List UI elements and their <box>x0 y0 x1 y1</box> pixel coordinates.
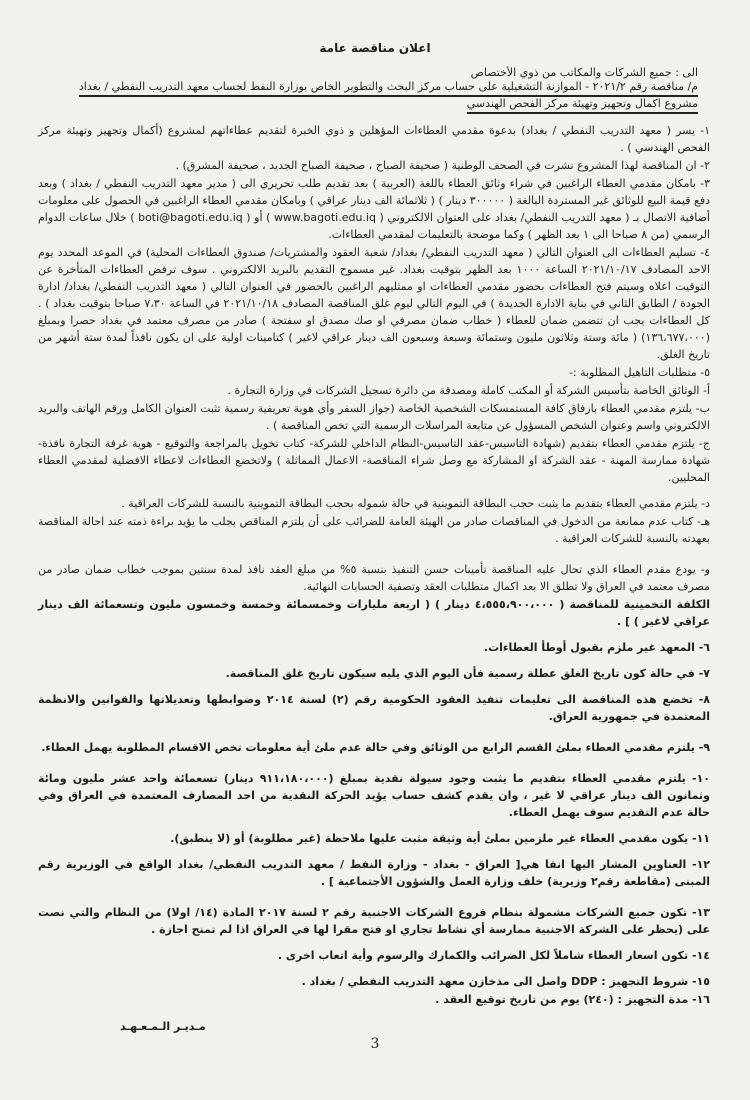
addressee-line: الى : جميع الشركات والمكاتب من ذوي الأختصاص <box>470 66 698 79</box>
document-title: اعلان مناقصة عامة <box>319 41 431 55</box>
subject-text: م/ مناقصة رقم ٢٠٢١/٢ - الموازنة التشغيلية على حساب مركز البحث والتطوير الخاص بوزارة النفط لحساب معهد التدريب النفطي / بغداد <box>79 80 698 97</box>
paragraph-6: ٦- المعهد غير ملزم بقبول أوطأ العطاءات. <box>483 641 710 654</box>
paragraph-2: ٢- ان المناقصة لهذا المشروع نشرت في الصحف الوطنية ( صحيفة الصباح ، صحيفة الصباح الجديد ، صحيفة المشرق) . <box>175 159 710 172</box>
paragraph-13: ١٣- تكون جميع الشركات مشمولة بنظام فروع الشركات الاجنبية رقم ٢ لسنة ٢٠١٧ المادة (١٤/ اولا) من النظام والتي نصت على (يحظر على الشركة الاجنبية ممارسة أي نشاط تجاري او فتح مقرا لها في العراق اذا لم تمنح اجازة . <box>38 906 710 936</box>
paragraph-9: ٩- يلتزم مقدمي العطاء بملئ القسم الرابع من الوثائق وفي حالة عدم ملئ أية معلومات تخص الاقسام المطلوبة يهمل العطاء. <box>41 741 710 754</box>
paragraph-15: ١٥- شروط التجهيز : DDP واصل الى مذخازن معهد التدريب النفطي / بغداد . <box>301 975 710 988</box>
estimated-cost: الكلفة التخمينية للمناقصة ( ٤،٥٥٥،٩٠٠،٠٠٠ دينار ) ( اربعة مليارات وخمسمائة وخمسة وخمسون مليون وتسعمائة الف دينار عراقي لاغير ) ] . <box>38 598 710 628</box>
requirement-c: ج- يلتزم مقدمي العطاء بتقديم (شهادة التاسيس-عقد التاسيس-النظام الداخلي للشركة- كتاب تخويل بالمراجعة والتوقيع - هوية غرفة التجارة نافذة- شهادة ممارسة المهنة - عقد الشركة او المشاركة مع وصل شراء المناقصة- الاعمال المماثلة ) ولاتخضع العطاءات لاعطاء الافضلية لمقدمي العطاء المحليين. <box>38 437 710 484</box>
page-number: 3 <box>370 1036 380 1052</box>
paragraph-3: ٣- بامكان مقدمي العطاء الراغبين في شراء وثائق العطاء باللغة (العربية ) بعد تقديم طلب تحريري الى ( مدير معهد التدريب النفطي / بغداد ) وبعد دفع قيمة البيع للوثائق غير المستردة البالغة ( ٣٠٠٠٠٠ دينار ) ( ثلاثمائة الف دينار عراقي ) وبامكان مقدمي العطاء الراغبين في الحصول على معلومات أضافية الاتصال بـ ( معهد التدريب النفطي/ بغداد على العنوان الالكتروني ( www.bagoti.edu.iq ) أو ( boti@bagoti.edu.iq ) خلال ساعات الدوام الرسمي (من ٨ صباحا الى ١ بعد الظهر ) وكما موضحة بالتعليمات لمقدمي العطاءات. <box>38 177 710 241</box>
paragraph-7: ٧- في حالة كون تاريخ الغلق عطلة رسمية فأن اليوم الذي يليه سيكون تاريخ غلق المناقصة. <box>225 667 710 680</box>
paragraph-8: ٨- تخضع هذه المناقصة الى تعليمات تنفيذ العقود الحكومية رقم (٢) لسنة ٢٠١٤ وضوابطها وتعديلاتها والقوانين والانظمة المعتمدة في جمهورية العراق. <box>38 693 711 723</box>
subject-line <box>38 80 698 97</box>
paragraph-4: ٤- تسليم العطاءات الى العنوان التالي ( معهد التدريب النفطي/ بغداد/ شعبة العقود والمشتريات/ صندوق العطاءات المحلية) في الموعد المحدد يوم الاحد المصادف ٢٠٢١/١٠/١٧ الساعة ١٠٠٠ بعد الظهر بتوقيت بغداد. غير مسموح التقديم بالبريد الالكتروني . سوف ترفض العطاءات المتأخرة عن التوقيت اعلاه وسيتم فتح العطاءات بحضور مقدمي العطاءات او ممثليهم الراغبين بالحضور في العنوان التالي ( معهد التدريب النفطي/ بغداد/ ادارة الجودة / الطابق الثاني في بناية الادارة الجديدة ) في اليوم التالي ليوم غلق المناقصة المصادف ٢٠٢١/١٠/١٨ في الساعة ٧،٣٠ صباحا بتوقيت بغداد ) . كل العطاءات يجب ان تتضمن ضمان للعطاء ( خطاب ضمان مصرفي او صك مصدق او سفتجة ) صادر من مصرف معتمد في بغداد حصرا وبمبلغ (١٣٦،٦٧٧،٠٠٠) ( مائة وستة وثلاثون مليون وستمائة وسبعة وسبعون الف دينار عراقي لاغير ) كتامينات اولية على ان يكون نافذاً لمدة ستة أشهر من تاريخ الغلق. <box>38 246 711 361</box>
document-body <box>38 122 710 1009</box>
signature-title: مـديـر الـمـعـهـد <box>120 1020 206 1033</box>
requirement-b: ب- يلتزم مقدمي العطاء بارفاق كافة المستمسكات الشخصية الخاصة (جواز السفر وأي هوية تعريفية رسمية تثبت العنوان الكامل ورقم الهاتف والبريد الالكتروني واسم وعنوان الشخص المسؤول عن متابعة المراسلات الرسمية التي تخص المناقصة ) . <box>38 402 710 432</box>
paragraph-14: ١٤- تكون اسعار العطاء شاملاً لكل الضرائب والكمارك والرسوم وأية اتعاب اخرى . <box>277 949 710 962</box>
paragraph-5: ٥- متطلبات التاهيل المطلوبة :- <box>568 366 710 379</box>
paragraph-11: ١١- يكون مقدمي العطاء غير ملزمين بملئ أية وثيقة مثبت عليها ملاحظة (غير مطلوبة) أو (لا ينطبق). <box>170 832 710 845</box>
requirement-f: و- يودع مقدم العطاء الذي تحال عليه المناقصة تأمينات حسن التنفيذ بنسبة ٥% من مبلغ العقد نافذ لمدة سنتين بموجب خطاب ضمان صادر من مصرف معتمد في العراق ولا تطلق الا بعد اكمال متطلبات العقد وتصفية الحسابات النهائية. <box>38 563 710 593</box>
project-line <box>38 97 698 114</box>
paragraph-1: ١- يسر ( معهد التدريب النفطي / بغداد) بدعوة مقدمي العطاءات المؤهلين و ذوي الخبرة لتقديم عطاءاتهم لمشروع (أكمال وتجهيز وتهيئة مركز الفحص الهندسي ) . <box>38 124 710 154</box>
paragraph-12: ١٢- العناوين المشار اليها انفا هي[ العراق - بغداد - وزارة النفط / معهد التدريب النفطي/ بغداد الواقع في الوزيرية رقم المبنى (مقاطعة رقم٢ وزيرية) خلف وزارة العمل والشؤون الأجتماعية ] . <box>38 858 710 888</box>
paragraph-16: ١٦- مدة التجهيز : (٢٤٠) يوم من تاريخ توقيع العقد . <box>435 993 710 1006</box>
project-text: مشروع اكمال وتجهيز وتهيئة مركز الفحص الهندسي <box>467 97 698 114</box>
requirement-d: د- يلتزم مقدمي العطاء بتقديم ما يثبت حجب البطاقة التموينية في حالة شموله بحجب البطاقة التموينية بالنسبة للشركات العراقية . <box>121 497 710 510</box>
requirement-e: هـ- كتاب عدم ممانعة من الدخول في المناقصات صادر من الهيئة العامة للضرائب على أن يلتزم المناقص بجلب ما يؤيد براءة ذمته عند احالة المناقصة بعهدته بالنسبة للشركات العراقية . <box>38 515 710 545</box>
requirement-a: أ- الوثائق الخاصة بتأسيس الشركة أو المكتب كاملة ومصدقة من دائرة تسجيل الشركات في وزارة التجارة . <box>227 384 710 397</box>
addressee-header <box>38 66 698 114</box>
paragraph-10: ١٠- يلتزم مقدمي العطاء بتقديم ما يثبت وجود سيولة نقدية بمبلغ (٩١١،١٨٠،٠٠٠ دينار) تسعمائة واحد عشر مليون ومائة وثمانون الف دينار عراقي لا غير ، وان يقدم كشف حساب يؤيد الحركة النقدية من احد المصارف المعتمدة في العراق وفي حالة عدم التقديم سوف يهمل العطاء. <box>38 772 710 819</box>
